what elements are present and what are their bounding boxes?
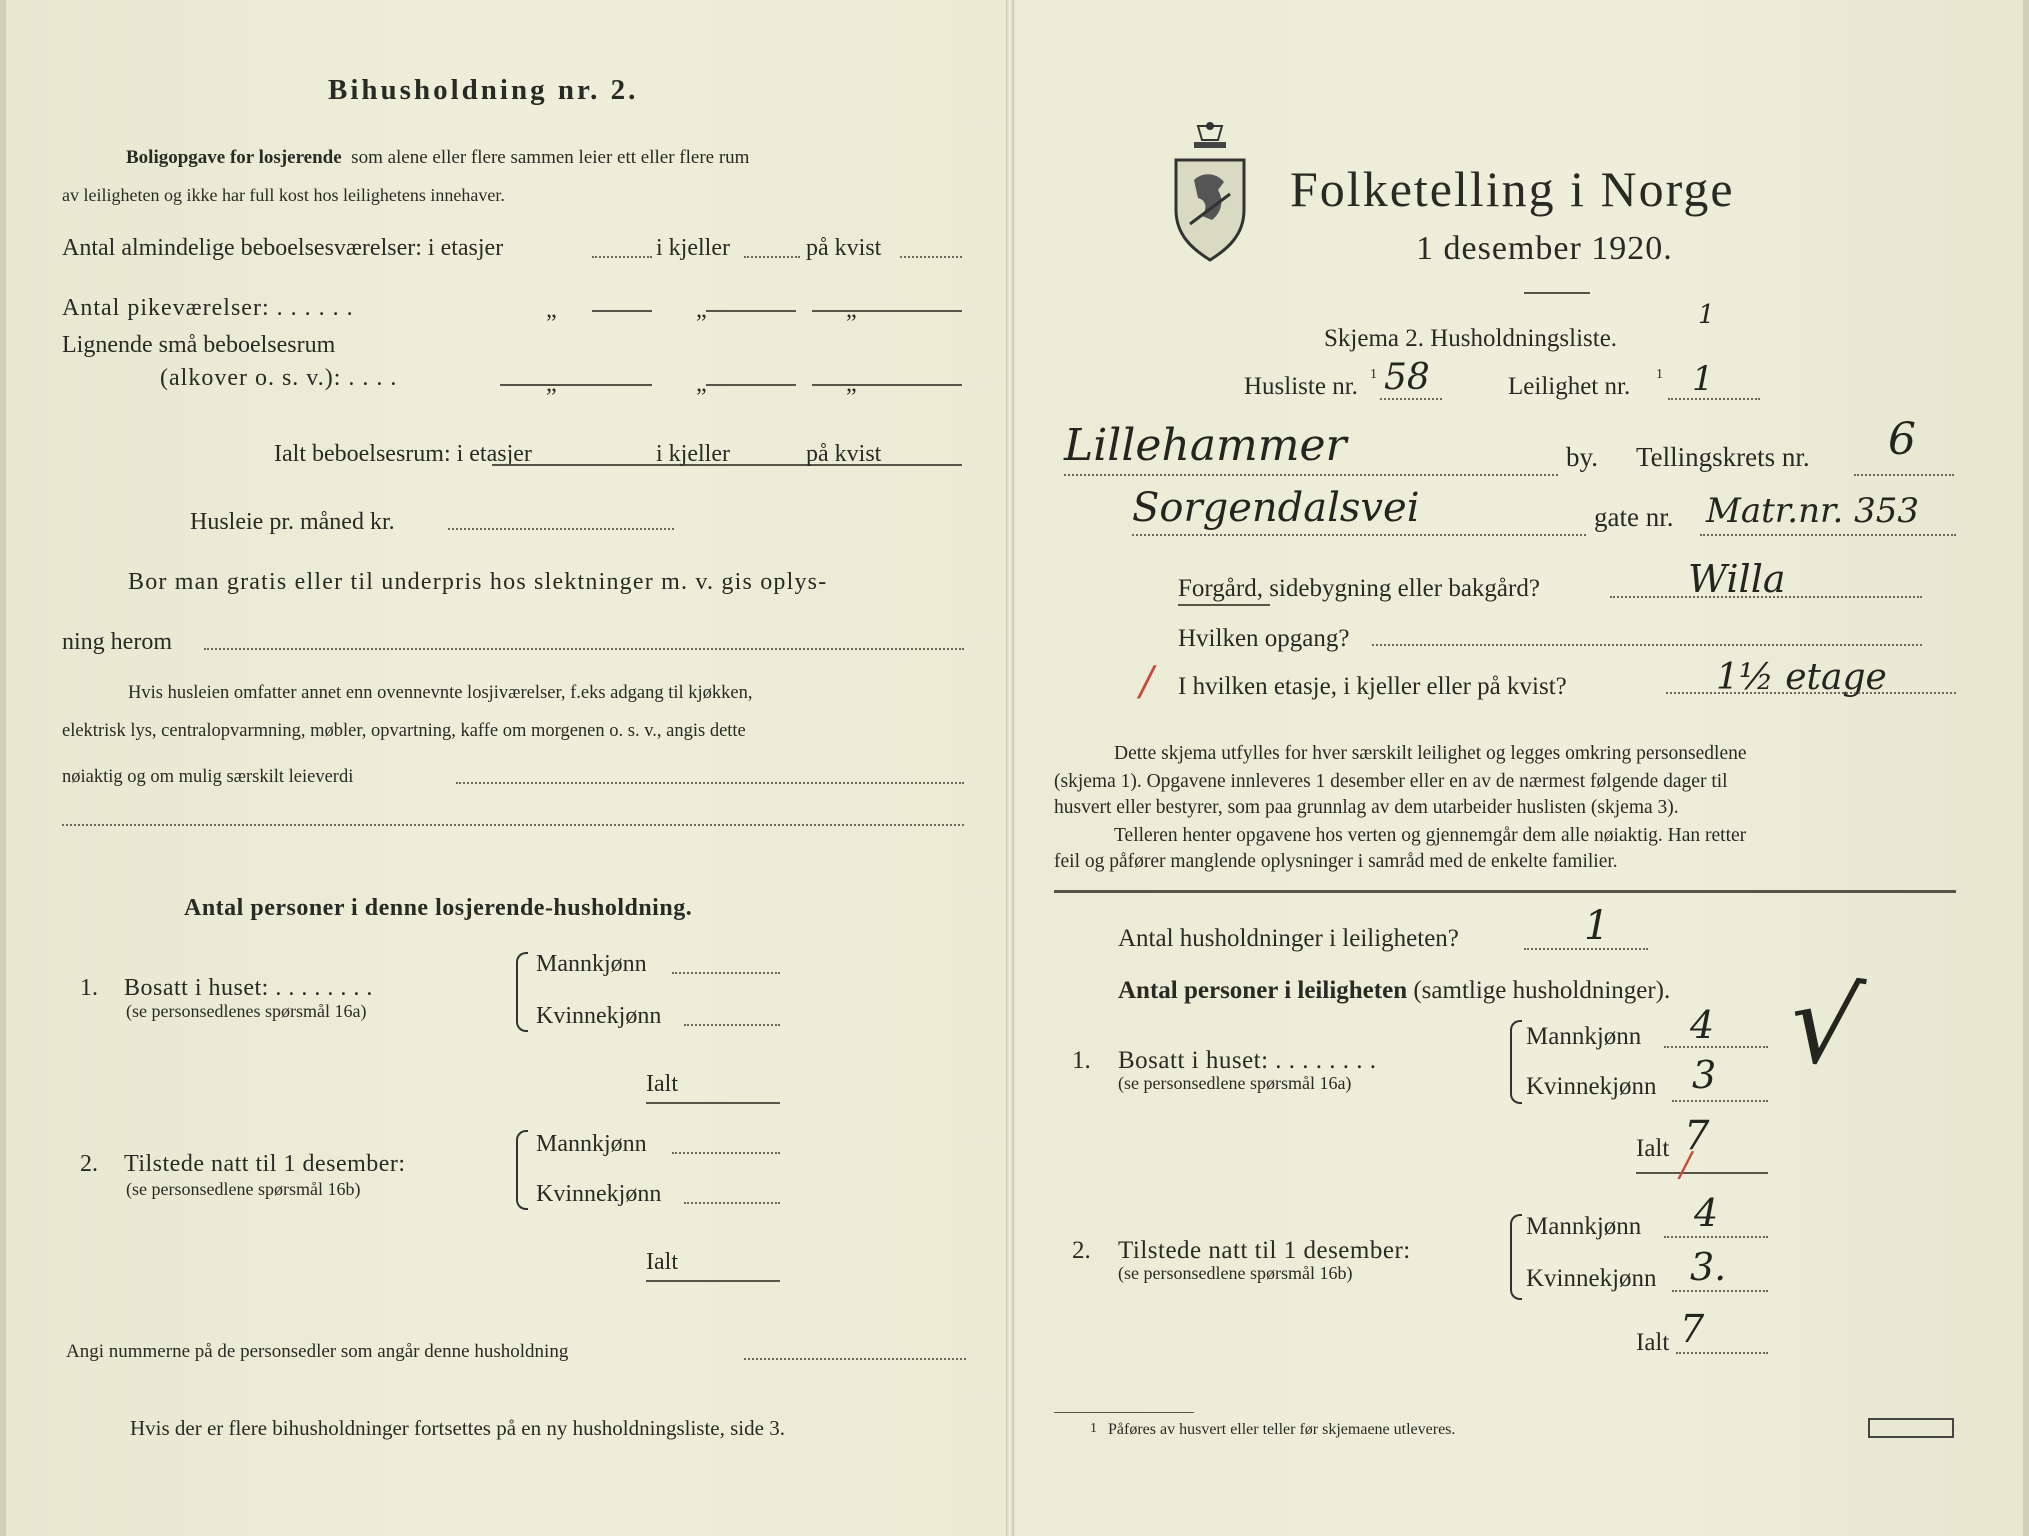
left-title: Bihusholdning nr. 2. — [328, 74, 639, 106]
households-line — [1524, 948, 1648, 950]
intro-line-2: av leiligheten og ikke har full kost hos leilighetens innehaver. — [62, 185, 505, 205]
entrance-line — [1372, 644, 1922, 646]
right-q2-num: 2. — [1072, 1237, 1091, 1264]
town-value: Lillehammer — [1064, 420, 1347, 471]
ditto-6: „ — [846, 371, 857, 397]
total-kvist-label: på kvist — [806, 441, 882, 467]
floor-value: 1½ etage — [1716, 657, 1887, 698]
schema-label: Skjema 2. Husholdningsliste. — [1324, 325, 1618, 352]
right-q1-label: Bosatt i huset: . . . . . . . . — [1118, 1047, 1377, 1074]
total-kjeller-label: i kjeller — [656, 441, 730, 467]
left-edge — [0, 0, 6, 1536]
right-q1-female-value: 3 — [1692, 1053, 1717, 1097]
schema-mark: 1 — [1698, 300, 1715, 330]
maid-line-2 — [706, 310, 796, 312]
free-line-1: Bor man gratis eller til underpris hos slektninger m. v. gis oplys- — [128, 569, 828, 595]
husliste-line — [1380, 398, 1442, 400]
instr-line-3: husvert eller bestyrer, som paa grunnlag av dem utarbeider huslisten (skjema 3). — [1054, 797, 1679, 818]
floor-line — [1666, 692, 1956, 694]
husliste-value: 58 — [1384, 357, 1430, 398]
rent-line — [448, 528, 674, 530]
leilighet-value: 1 — [1692, 359, 1714, 399]
maid-line-3 — [812, 310, 962, 312]
maid-rooms-label: Antal pikeværelser: . . . . . . — [62, 295, 354, 321]
left-q1-male-line — [672, 972, 780, 974]
street-value: Sorgendalsvei — [1132, 485, 1420, 531]
instr-line-4: Telleren henter opgavene hos verten og gjennemgår dem alle nøiaktig. Han retter — [1114, 825, 1747, 846]
right-q1-male-value: 4 — [1690, 1003, 1715, 1047]
left-q1-num: 1. — [80, 975, 98, 1001]
husliste-footnote-mark: 1 — [1370, 367, 1377, 382]
incl-line-3: nøiaktig og om mulig særskilt leieverdi — [62, 767, 354, 787]
building-value: Willa — [1688, 557, 1786, 601]
printer-stamp — [1868, 1418, 1954, 1438]
right-q1-total-label: Ialt — [1636, 1135, 1670, 1162]
forgard-underline — [1178, 604, 1270, 606]
right-title: Folketelling i Norge — [1290, 161, 1735, 217]
leilighet-label: Leilighet nr. — [1508, 373, 1631, 400]
right-q2-label: Tilstede natt til 1 desember: — [1118, 1237, 1411, 1264]
left-q1-brace — [516, 952, 528, 1032]
small-rooms-label-2: (alkover o. s. v.): . . . . — [160, 365, 398, 391]
footnote-text: Påføres av husvert eller teller før skjemaene utleveres. — [1108, 1421, 1456, 1438]
left-q2-male-line — [672, 1152, 780, 1154]
right-edge — [2023, 0, 2029, 1536]
intro-bold: Boligopgave for losjerende — [126, 147, 342, 168]
households-value: 1 — [1584, 903, 1610, 949]
right-q1-brace — [1510, 1020, 1522, 1104]
town-label: by. — [1566, 442, 1598, 472]
footnote-mark: 1 — [1090, 1421, 1097, 1436]
incl-line-1: Hvis husleien omfatter annet enn ovennevnte losjiværelser, f.eks adgang til kjøkken, — [128, 683, 753, 703]
left-q1-female-line — [684, 1024, 780, 1026]
street-line — [1132, 534, 1586, 536]
left-q2-total-line — [646, 1280, 780, 1282]
right-q2-total-value: 7 — [1680, 1307, 1705, 1351]
right-persons-heading — [1118, 978, 1670, 1003]
left-q1-label: Bosatt i huset: . . . . . . . . — [124, 975, 373, 1001]
date-rule — [1524, 292, 1590, 294]
check-mark: √ — [1781, 956, 1869, 1094]
small-line-1 — [500, 384, 652, 386]
rooms-kjeller-line — [744, 256, 800, 258]
gate-value: Matr.nr. 353 — [1706, 491, 1919, 531]
numbers-line — [744, 1358, 966, 1360]
left-q2-note: (se personsedlene spørsmål 16b) — [126, 1179, 361, 1199]
instr-rule — [1054, 890, 1956, 893]
right-q2-female-line — [1672, 1290, 1768, 1292]
coat-of-arms-icon — [1168, 120, 1252, 262]
small-line-3 — [812, 384, 962, 386]
left-q1-note: (se personsedlenes spørsmål 16a) — [126, 1001, 367, 1021]
left-q1-total-label: Ialt — [646, 1071, 678, 1097]
rooms-kvist-line — [900, 256, 962, 258]
intro-line-1 — [126, 148, 749, 167]
left-q2-total-label: Ialt — [646, 1249, 678, 1275]
left-q2-male-label: Mannkjønn — [536, 1131, 647, 1157]
right-date: 1 desember 1920. — [1416, 230, 1673, 267]
leilighet-footnote-mark: 1 — [1656, 367, 1663, 382]
leilighet-line — [1668, 398, 1760, 400]
rooms-kjeller-label: i kjeller — [656, 235, 730, 261]
page-fold — [1006, 0, 1014, 1536]
left-q2-num: 2. — [80, 1151, 98, 1177]
right-q1-female-line — [1672, 1100, 1768, 1102]
gate-line — [1700, 534, 1956, 536]
left-footer: Hvis der er flere bihusholdninger fortsettes på en ny husholdningsliste, side 3. — [130, 1416, 785, 1440]
incl-line — [456, 782, 964, 784]
ditto-5: „ — [696, 371, 707, 397]
free-line — [204, 648, 964, 650]
right-q2-total-line — [1676, 1352, 1768, 1354]
left-q2-female-line — [684, 1202, 780, 1204]
persons-heading-bold: Antal personer i leiligheten — [1118, 977, 1408, 1004]
husliste-label: Husliste nr. — [1244, 373, 1358, 400]
right-q2-male-label: Mannkjønn — [1526, 1213, 1642, 1240]
left-q2-female-label: Kvinnekjønn — [536, 1181, 662, 1207]
rooms-etasje-line — [592, 256, 652, 258]
rent-label: Husleie pr. måned kr. — [190, 509, 395, 535]
left-q1-total-line — [646, 1102, 780, 1104]
instr-line-5: feil og påfører manglende oplysninger i samråd med de enkelte familier. — [1054, 851, 1618, 872]
krets-value: 6 — [1888, 414, 1916, 465]
right-q2-male-line — [1664, 1236, 1768, 1238]
numbers-line-label: Angi nummerne på de personsedler som angår denne husholdning — [66, 1341, 569, 1362]
rooms-kvist-label: på kvist — [806, 235, 882, 261]
town-line — [1064, 474, 1558, 476]
left-q2-label: Tilstede natt til 1 desember: — [124, 1151, 406, 1177]
right-q2-female-value: 3. — [1690, 1245, 1727, 1289]
gate-label: gate nr. — [1594, 502, 1674, 532]
right-q1-num: 1. — [1072, 1047, 1091, 1074]
ditto-2: „ — [696, 297, 707, 323]
red-pencil-mark-2: / — [1680, 1145, 1692, 1185]
incl-line-extra — [62, 824, 964, 826]
right-q1-female-label: Kvinnekjønn — [1526, 1073, 1657, 1100]
ditto-4: „ — [546, 371, 557, 397]
ditto-3: „ — [846, 297, 857, 323]
krets-line — [1854, 474, 1954, 476]
left-persons-heading: Antal personer i denne losjerende-husholdning. — [184, 895, 693, 921]
rooms-label: Antal almindelige beboelsesværelser: i etasjer — [62, 235, 504, 261]
building-label: Forgård, sidebygning eller bakgård? — [1178, 575, 1540, 602]
free-line-2: ning herom — [62, 629, 172, 655]
households-label: Antal husholdninger i leiligheten? — [1118, 925, 1459, 952]
left-q1-male-label: Mannkjønn — [536, 951, 647, 977]
red-pencil-mark: / — [1140, 659, 1154, 705]
persons-heading-rest: (samtlige husholdninger). — [1413, 977, 1671, 1004]
instr-line-1: Dette skjema utfylles for hver særskilt leilighet og legges omkring personsedlene — [1114, 743, 1747, 764]
total-rooms-label: Ialt beboelsesrum: i etasjer — [274, 441, 532, 467]
floor-label: I hvilken etasje, i kjeller eller på kvist? — [1178, 673, 1567, 700]
instr-line-2: (skjema 1). Opgavene innleveres 1 desember eller en av de nærmest følgende dager til — [1054, 771, 1728, 792]
maid-line-1 — [592, 310, 652, 312]
right-q2-note: (se personsedlene spørsmål 16b) — [1118, 1263, 1353, 1283]
small-line-2 — [706, 384, 796, 386]
right-q2-brace — [1510, 1214, 1522, 1300]
right-q1-note: (se personsedlene spørsmål 16a) — [1118, 1073, 1352, 1093]
right-q2-female-label: Kvinnekjønn — [1526, 1265, 1657, 1292]
right-q1-total-line — [1636, 1172, 1768, 1174]
ditto-1: „ — [546, 297, 557, 323]
right-q1-male-label: Mannkjønn — [1526, 1023, 1642, 1050]
right-q1-total-value: 7 — [1684, 1113, 1710, 1159]
footnote-rule — [1054, 1412, 1194, 1413]
left-q1-female-label: Kvinnekjønn — [536, 1003, 662, 1029]
right-q1-male-line — [1664, 1046, 1768, 1048]
incl-line-2: elektrisk lys, centralopvarmning, møbler, opvartning, kaffe om morgenen o. s. v., angis dette — [62, 721, 746, 741]
building-line — [1610, 596, 1922, 598]
right-q2-total-label: Ialt — [1636, 1329, 1670, 1356]
entrance-label: Hvilken opgang? — [1178, 625, 1350, 652]
intro-rest: som alene eller flere sammen leier ett eller flere rum — [351, 147, 750, 168]
small-rooms-label-1: Lignende små beboelsesrum — [62, 332, 336, 358]
krets-label: Tellingskrets nr. — [1636, 442, 1810, 472]
right-q2-male-value: 4 — [1694, 1191, 1719, 1235]
left-q2-brace — [516, 1130, 528, 1210]
